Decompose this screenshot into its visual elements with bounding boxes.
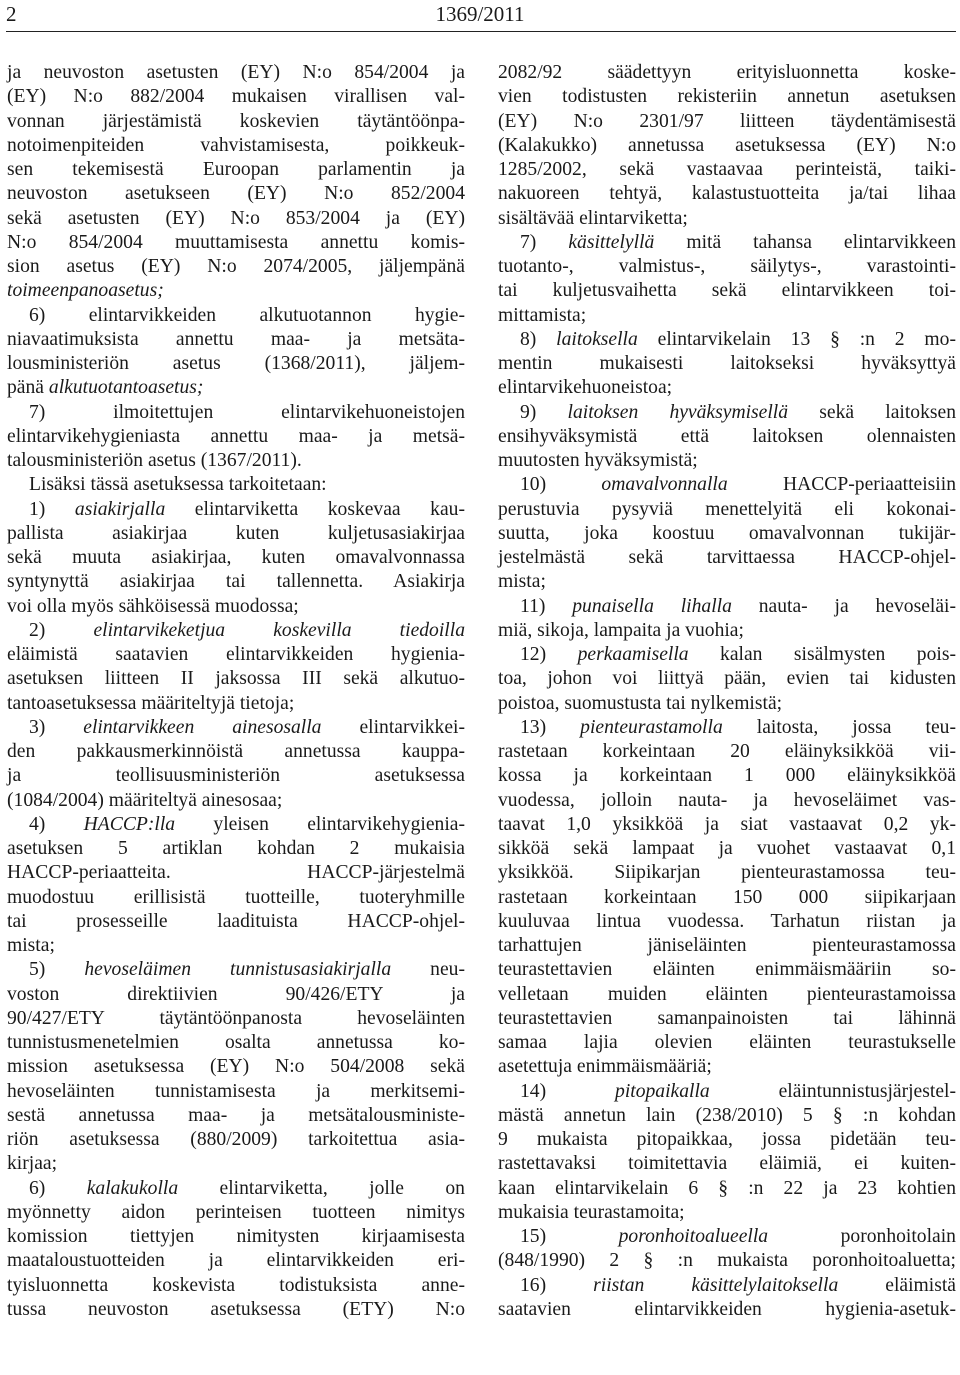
defined-term: laitoksen hyväksymisellä [567, 401, 789, 423]
text-segment: 3) [29, 716, 84, 738]
text-segment: asetettuja enimmäismääriä; [498, 1056, 712, 1078]
text-segment: rastetaan korkeintaan 150 000 siipikarjaan [498, 886, 956, 908]
text-segment: 7) [520, 231, 569, 253]
text-segment: jestelmästä sekä tarvittaessa HACCP-ohjel- [498, 547, 956, 568]
text-line [498, 158, 956, 182]
text-line [498, 1201, 956, 1225]
text-segment: myönnetty aidon perinteisen tuotteen nimitys [7, 1201, 465, 1223]
text-segment: muutosten hyväksymistä; [498, 450, 698, 471]
text-segment: sestä annetussa maa- ja metsätalousministe- [7, 1104, 465, 1126]
text-segment: 12) [520, 644, 578, 665]
text-line [7, 401, 465, 425]
text-segment: 8) [520, 328, 557, 350]
text-line [7, 134, 465, 158]
text-line [7, 85, 465, 109]
text-line [7, 934, 465, 958]
text-segment: niavaatimuksista annettu maa- ja metsäta- [7, 328, 465, 350]
text-line [498, 886, 956, 910]
text-line [7, 1128, 465, 1152]
text-line [498, 182, 956, 206]
text-line [498, 764, 956, 788]
text-line [7, 546, 465, 570]
text-line [7, 1104, 465, 1128]
text-line [498, 401, 956, 425]
text-line [7, 304, 465, 328]
text-segment: kalan sisälmysten pois- [688, 644, 956, 665]
defined-term: omavalvonnalla [601, 474, 728, 496]
defined-term: HACCP:lla [83, 813, 176, 835]
text-segment: hevoseläinten tunnistamisesta ja merkitsemi- [7, 1080, 465, 1102]
text-line [7, 522, 465, 546]
text-line [7, 886, 465, 910]
text-segment: notoimenpiteiden vahvistamisesta, poikkeuk- [7, 134, 465, 156]
text-line [7, 1249, 465, 1273]
text-segment: ja teollisuusministeriön asetuksessa [7, 765, 465, 787]
defined-term: toimeenpanoasetus; [7, 280, 164, 302]
text-line [498, 1031, 956, 1055]
text-line [7, 789, 465, 813]
text-segment: suutta, joka koostuu omavalvonnan tukijär- [498, 522, 956, 544]
text-line [7, 1031, 465, 1055]
text-line [7, 352, 465, 376]
text-segment: mission asetuksessa (EY) N:o 504/2008 sekä [7, 1056, 465, 1078]
text-line [7, 1201, 465, 1225]
text-segment: lousministeriön asetus (1368/2011), jäljem- [7, 353, 465, 374]
text-segment: vonnan järjestämistä koskevien täytäntöönpa- [7, 110, 465, 132]
text-segment: HACCP-periaatteisiin [727, 474, 956, 496]
text-line [498, 473, 956, 497]
text-segment: tarhattujen jäniseläinten pienteurastamossa [498, 935, 956, 956]
text-segment: 1285/2002, sekä vastaavaa perinteistä, taiki- [498, 159, 956, 180]
text-line [498, 1104, 956, 1128]
text-line [7, 1152, 465, 1176]
text-line [7, 643, 465, 667]
text-segment: 11) [520, 595, 573, 617]
text-segment: 90/427/ETY täytäntöönpanosta hevoseläinten [7, 1007, 465, 1029]
text-segment: perustuvia pysyviä menettelyitä eli kokonai- [498, 498, 956, 520]
text-segment: sekä laitoksen [788, 401, 956, 423]
text-line [498, 207, 956, 231]
text-line [498, 667, 956, 691]
text-line [498, 619, 956, 643]
text-segment: tai prosesseille laadituista HACCP-ohjel- [7, 910, 465, 932]
text-segment: 4) [29, 813, 84, 835]
text-line [498, 813, 956, 837]
defined-term: kalakukolla [86, 1177, 179, 1199]
text-line [7, 861, 465, 885]
text-line [498, 934, 956, 958]
text-segment: komission tiettyjen nimitysten kirjaamisesta [7, 1226, 465, 1247]
text-line [498, 449, 956, 473]
text-segment: teurastettavien eläinten enimmäismääriin so- [498, 959, 956, 981]
text-line [498, 1080, 956, 1104]
text-segment: muodostuu erillisistä tuotteille, tuoteryhmille [7, 886, 465, 908]
text-segment: (Kalakukko) annetussa asetuksessa (EY) N:o [498, 134, 956, 156]
text-line [7, 1055, 465, 1079]
text-line [498, 1007, 956, 1031]
text-line [7, 182, 465, 206]
text-line [498, 983, 956, 1007]
text-segment: mittamista; [498, 304, 587, 326]
text-segment: 9) [520, 401, 568, 423]
text-line [7, 61, 465, 85]
text-segment: 1) [29, 498, 75, 520]
text-segment: teurastettavien samanpainoisten tai lähinnä [498, 1007, 956, 1029]
text-line [498, 255, 956, 279]
defined-term: poronhoitoalueella [618, 1226, 769, 1247]
text-line [7, 207, 465, 231]
text-line [498, 1055, 956, 1079]
defined-term: pienteurastamolla [580, 716, 723, 738]
text-line [498, 958, 956, 982]
text-segment: talousministeriön asetus (1367/2011). [7, 450, 302, 471]
text-segment: laitosta, jossa teu- [722, 716, 956, 738]
text-line [498, 570, 956, 594]
text-line [498, 1298, 956, 1322]
text-segment: vuodessa, jolloin nauta- ja hevoseläimet vas- [498, 789, 956, 811]
text-segment: 2) [29, 619, 94, 641]
text-line [7, 473, 465, 497]
text-line [498, 304, 956, 328]
text-line [7, 837, 465, 861]
text-segment: asetuksen 5 artiklan kohdan 2 mukaisia [7, 838, 465, 859]
text-segment: kuuluvaa lintua vuodessa. Tarhatun riistan ja [498, 910, 956, 932]
text-segment: rastetaan korkeintaan 20 eläinyksikköä vii- [498, 741, 956, 762]
text-segment: elintarvikkei- [321, 716, 465, 738]
text-segment: mista; [7, 935, 55, 956]
text-segment: 14) [520, 1080, 616, 1102]
text-segment: N:o 854/2004 muuttamisesta annettu komis- [7, 231, 465, 253]
text-line [498, 789, 956, 813]
text-segment: tyisluonnetta koskevista todistuksista anne- [7, 1274, 465, 1296]
text-line [498, 328, 956, 352]
text-line [498, 279, 956, 303]
text-line [7, 1177, 465, 1201]
defined-term: punaisella lihalla [572, 595, 732, 617]
text-segment: 16) [520, 1274, 594, 1296]
text-segment: 6) elintarvikkeiden alkutuotannon hygie- [29, 304, 465, 326]
text-segment: pänä [7, 377, 49, 399]
text-line [7, 667, 465, 691]
text-segment: 13) [520, 716, 581, 738]
text-segment: toa, johon voi liittyä pään, evien tai kidusten [498, 668, 956, 690]
defined-term: perkaamisella [577, 644, 689, 665]
text-segment: ensihyväksymistä että laitoksen olennaisten [498, 425, 956, 447]
text-segment: rastettavaksi toimitettavia eläimiä, ei kuiten- [498, 1153, 956, 1175]
text-segment: elintarvikehygieniasta annettu maa- ja metsä- [7, 425, 465, 447]
text-line [7, 498, 465, 522]
text-line [7, 158, 465, 182]
text-line [498, 522, 956, 546]
text-line [7, 740, 465, 764]
text-segment: mista; [498, 571, 546, 593]
text-segment: mitä tahansa elintarvikkeen [654, 231, 956, 253]
text-segment: syntynyttä asiakirjaa tai tallennetta. Asiakirja [7, 571, 465, 593]
text-segment: Lisäksi tässä asetuksessa tarkoitetaan: [29, 474, 327, 496]
text-segment: (1084/2004) määriteltyä ainesosaa; [7, 789, 283, 811]
text-line [7, 376, 465, 400]
text-line [7, 1274, 465, 1298]
text-segment: (848/1990) 2 § :n mukaista poronhoitoaluetta; [498, 1250, 956, 1272]
text-line [498, 740, 956, 764]
text-segment: samaa lajia olevien eläinten teurastukselle [498, 1032, 956, 1053]
text-line [7, 958, 465, 982]
text-line [498, 643, 956, 667]
text-segment: sekä asetusten (EY) N:o 853/2004 ja (EY) [7, 207, 465, 229]
text-line [498, 1152, 956, 1176]
text-segment: 5) [29, 959, 85, 981]
defined-term: riistan käsittelylaitoksella [593, 1274, 839, 1296]
text-line [7, 110, 465, 134]
text-line [7, 255, 465, 279]
text-line [498, 134, 956, 158]
defined-term: elintarvikkeen ainesosalla [83, 716, 322, 738]
text-segment: nakuoreen tehtyä, kalastustuotteita ja/tai lihaa [498, 183, 956, 205]
text-segment: 6) [29, 1177, 87, 1199]
left-column [7, 61, 465, 1322]
text-segment: pallista asiakirjaa kuten kuljetusasiakirjaa [7, 522, 465, 544]
text-segment: riön asetuksessa (880/2009) tarkoitettua asia- [7, 1129, 465, 1150]
text-segment: maataloustuotteiden ja elintarvikkeiden eri- [7, 1250, 465, 1272]
text-segment: tuotanto-, valmistus-, säilytys-, varastointi- [498, 256, 956, 277]
text-segment: mukaisia teurastamoita; [498, 1201, 685, 1223]
text-line [498, 61, 956, 85]
text-line [498, 837, 956, 861]
text-segment: asetuksen liitteen II jaksossa III sekä alkutuo- [7, 668, 465, 690]
text-line [498, 861, 956, 885]
text-segment: 7) ilmoitettujen elintarvikehuoneistojen [29, 401, 465, 423]
text-segment: ja neuvoston asetusten (EY) N:o 854/2004 ja [7, 62, 465, 83]
text-line [7, 692, 465, 716]
text-line [498, 1128, 956, 1152]
text-line [498, 110, 956, 134]
text-segment: mentin mukaisesti laitokseksi hyväksyttyä [498, 353, 956, 374]
text-line [498, 376, 956, 400]
text-line [7, 595, 465, 619]
defined-term: asiakirjalla [74, 498, 166, 520]
text-segment: tunnistusmenetelmien osalta annetussa ko- [7, 1032, 465, 1053]
text-segment: 9 mukaista pitopaikkaa, jossa pidetään teu- [498, 1129, 956, 1150]
text-line [7, 1007, 465, 1031]
defined-term: laitoksella [556, 328, 638, 350]
text-segment: HACCP-periaatteita. HACCP-järjestelmä [7, 862, 465, 884]
text-line [7, 1080, 465, 1104]
defined-term: pitopaikalla [615, 1080, 710, 1102]
defined-term: elintarvikeketjua koskevilla tiedoilla [93, 619, 465, 641]
text-segment: kaan elintarvikelain 6 § :n 22 ja 23 kohtien [498, 1177, 956, 1199]
text-line [498, 692, 956, 716]
header-rule [6, 31, 956, 32]
text-segment: neuvoston asetukseen (EY) N:o 852/2004 [7, 183, 465, 205]
text-line [498, 1274, 956, 1298]
text-segment: (EY) N:o 882/2004 mukaisen virallisen val- [7, 86, 465, 108]
text-line [498, 85, 956, 109]
text-segment: sisältävää elintarviketta; [498, 207, 688, 229]
text-segment: (EY) N:o 2301/97 liitteen täydentämisestä [498, 110, 956, 132]
text-segment: poronhoitolain [768, 1226, 956, 1247]
text-segment: voston direktiivien 90/426/ETY ja [7, 983, 465, 1005]
text-segment: tai kuljetusvaihetta sekä elintarvikkeen toi- [498, 280, 956, 302]
text-segment: elintarviketta koskevaa kau- [165, 498, 465, 520]
text-segment: yksikköä. Siipikarjan pienteurastamossa teu- [498, 862, 956, 884]
text-segment: kirjaa; [7, 1153, 58, 1175]
text-line [498, 425, 956, 449]
text-line [498, 352, 956, 376]
text-segment: tantoasetuksessa määriteltyjä tietoja; [7, 692, 295, 714]
page-header [0, 0, 960, 30]
text-line [7, 813, 465, 837]
text-segment: sen tekemisestä Euroopan parlamentin ja [7, 159, 465, 180]
text-segment: neu- [391, 959, 465, 981]
text-segment: miä, sikoja, lampaita ja vuohia; [498, 619, 744, 641]
text-line [7, 1225, 465, 1249]
text-segment: taavat 1,0 yksikköä ja siat vastaavat 0,2 yk- [498, 813, 956, 835]
text-segment: 10) [520, 474, 602, 496]
text-segment: eläimistä saatavien elintarvikkeiden hygienia- [7, 644, 465, 665]
text-segment: mästä annetun lain (238/2010) 5 § :n kohdan [498, 1104, 956, 1126]
text-line [7, 328, 465, 352]
text-line [7, 449, 465, 473]
text-line [7, 983, 465, 1007]
text-segment: saatavien elintarvikkeiden hygienia-asetuk- [498, 1298, 956, 1320]
text-segment: den pakkausmerkinnöistä annetussa kauppa- [7, 741, 465, 762]
text-line [498, 716, 956, 740]
text-line [7, 716, 465, 740]
text-segment: elintarviketta, jolle on [178, 1177, 465, 1199]
text-line [498, 1249, 956, 1273]
text-segment: nauta- ja hevoseläi- [731, 595, 956, 617]
text-line [498, 1225, 956, 1249]
text-segment: 2082/92 säädettyyn erityisluonnetta koske- [498, 62, 956, 83]
text-line [7, 764, 465, 788]
text-segment: yleisen elintarvikehygienia- [175, 813, 465, 835]
text-segment: tussa neuvoston asetuksessa (ETY) N:o [7, 1298, 465, 1320]
text-line [498, 595, 956, 619]
text-segment: sikköä sekä lampaat ja vuohet vastaavat 0,1 [498, 838, 956, 859]
text-segment: elintarvikehuoneistoa; [498, 377, 673, 399]
text-line [7, 279, 465, 303]
text-segment: eläimistä [838, 1274, 956, 1296]
page-number: 2 [6, 2, 17, 26]
statute-number: 1369/2011 [435, 2, 525, 26]
text-line [7, 570, 465, 594]
text-segment: kossa ja korkeintaan 1 000 eläinyksikköä [498, 765, 956, 787]
right-column [498, 61, 956, 1322]
text-segment: elintarvikelain 13 § :n 2 mo- [637, 328, 956, 350]
text-line [7, 910, 465, 934]
text-line [498, 231, 956, 255]
text-line [7, 425, 465, 449]
text-line [7, 231, 465, 255]
text-segment: voi olla myös sähköisessä muodossa; [7, 595, 299, 617]
defined-term: alkutuotantoasetus; [48, 377, 204, 399]
text-line [7, 619, 465, 643]
text-segment: sekä muuta asiakirjaa, kuten omavalvonnassa [7, 547, 465, 568]
text-segment: eläintunnistusjärjestel- [709, 1080, 956, 1102]
text-segment: sion asetus (EY) N:o 2074/2005, jäljempänä [7, 256, 465, 277]
defined-term: käsittelyllä [568, 231, 655, 253]
text-segment: 15) [520, 1226, 619, 1247]
text-line [498, 1177, 956, 1201]
text-line [498, 546, 956, 570]
defined-term: hevoseläimen tunnistusasiakirjalla [84, 959, 392, 981]
text-segment: vien todistusten rekisteriin annetun asetuksen [498, 86, 956, 108]
text-line [498, 910, 956, 934]
text-segment: poistoa, suomustusta tai nylkemistä; [498, 692, 783, 714]
text-line [7, 1298, 465, 1322]
text-line [498, 498, 956, 522]
text-segment: velletaan muiden eläinten pienteurastamoissa [498, 983, 956, 1005]
